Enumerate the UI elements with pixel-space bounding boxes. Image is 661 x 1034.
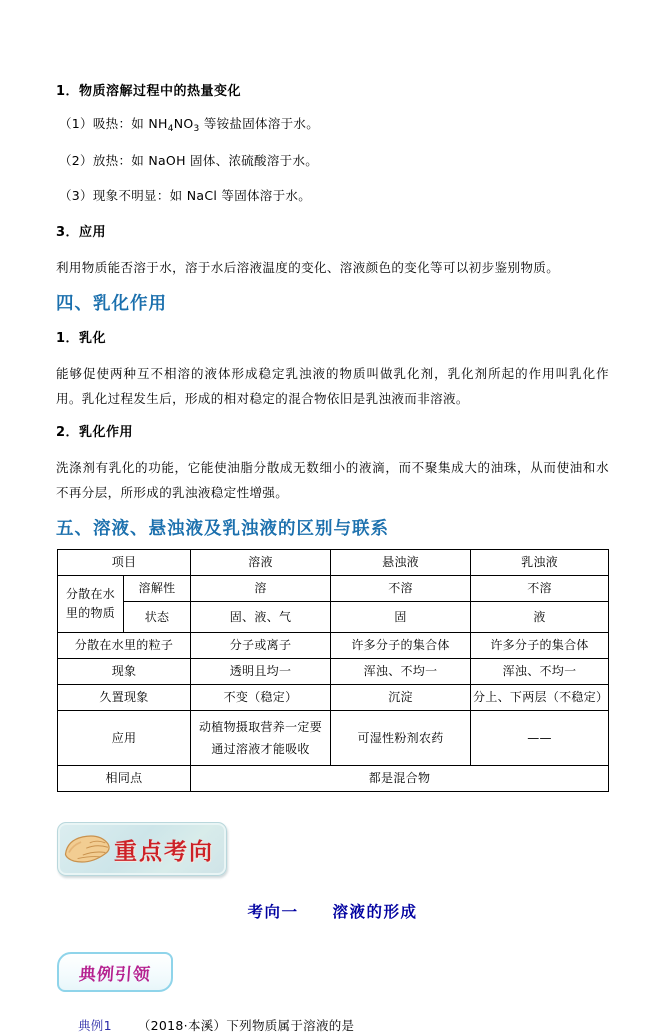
cell-state-suspension: 固 — [331, 602, 471, 633]
cell-solubility-label: 溶解性 — [124, 576, 191, 602]
focus-one-title — [56, 900, 609, 922]
heat-point-exothermic: （2）放热：如 NaOH 固体、浓硫酸溶于水。 — [59, 153, 319, 168]
table-row-common — [58, 766, 609, 792]
cell-state-emulsion: 液 — [471, 602, 609, 633]
formula-subscript: 3 — [193, 124, 200, 134]
emulsify-subtitle-1: 1．乳化 — [56, 331, 107, 346]
key-focus-banner — [57, 822, 227, 876]
formula-text: NO — [173, 116, 194, 131]
formula-subscript: 4 — [167, 124, 174, 134]
heat-point-endothermic — [56, 114, 609, 134]
cell-phenomenon-suspension: 浑浊、不均一 — [331, 659, 471, 685]
formula-text: 等铵盐固体溶于水。 — [199, 116, 320, 131]
table-header-row — [58, 550, 609, 576]
example-question-text: （2018·本溪）下列物质属于溶液的是 — [137, 1018, 355, 1033]
emulsify-text-1: 能够促使两种互不相溶的液体形成稳定乳浊液的物质叫做乳化剂，乳化剂所起的作用叫乳化作用。乳化过程发生后，形成的相对稳定的混合物依旧是乳浊液而非溶液。 — [56, 366, 609, 406]
cell-particles-emulsion: 许多分子的集合体 — [471, 633, 609, 659]
key-focus-banner-label: 重点考向 — [114, 838, 214, 865]
cell-solubility-solution: 溶 — [191, 576, 331, 602]
heat-point-no-change: （3）现象不明显：如 NaCl 等固体溶于水。 — [59, 188, 312, 203]
header-item: 项目 — [58, 550, 191, 576]
header-suspension: 悬浊液 — [331, 550, 471, 576]
cell-substance-label: 分散在水里的物质 — [58, 576, 124, 633]
cell-application-label: 应用 — [58, 711, 191, 766]
cell-phenomenon-emulsion: 浑浊、不均一 — [471, 659, 609, 685]
emulsify-text-2: 洗涤剂有乳化的功能，它能使油脂分散成无数细小的液滴，而不聚集成大的油珠，从而使油和水不再分层，所形成的乳浊液稳定性增强。 — [56, 460, 609, 500]
example-number-label: 典例1 — [78, 1018, 112, 1033]
table-row-state — [58, 602, 609, 633]
cell-particles-suspension: 许多分子的集合体 — [331, 633, 471, 659]
cell-application-solution: 动植物摄取营养一定要通过溶液才能吸收 — [191, 711, 331, 766]
cell-state-solution: 固、液、气 — [191, 602, 331, 633]
cell-state-label: 状态 — [124, 602, 191, 633]
focus-one-text: 溶液的形成 — [332, 903, 418, 921]
example-lead-badge-label: 典例引领 — [78, 964, 152, 985]
application-title: 3．应用 — [56, 225, 107, 240]
table-row-particles — [58, 633, 609, 659]
table-row-application — [58, 711, 609, 766]
cell-particles-label: 分散在水里的粒子 — [58, 633, 191, 659]
example-lead-badge — [57, 952, 173, 992]
section5-heading: 五、溶液、悬浊液及乳浊液的区别与联系 — [56, 519, 389, 539]
header-emulsion: 乳浊液 — [471, 550, 609, 576]
heat-change-title: 1．物质溶解过程中的热量变化 — [56, 84, 242, 99]
cell-particles-solution: 分子或离子 — [191, 633, 331, 659]
table-row-solubility — [58, 576, 609, 602]
cell-solubility-suspension: 不溶 — [331, 576, 471, 602]
focus-one-prefix: 考向一 — [247, 903, 299, 921]
cell-application-suspension: 可湿性粉剂农药 — [331, 711, 471, 766]
cell-standing-emulsion: 分上、下两层（不稳定） — [471, 685, 609, 711]
cell-standing-suspension: 沉淀 — [331, 685, 471, 711]
formula-text: （1）吸热：如 NH — [59, 116, 168, 131]
table-row-phenomenon — [58, 659, 609, 685]
cell-common-label: 相同点 — [58, 766, 191, 792]
comparison-table — [57, 549, 609, 792]
header-solution: 溶液 — [191, 550, 331, 576]
example-question-line — [78, 1016, 609, 1034]
table-row-standing — [58, 685, 609, 711]
cell-phenomenon-label: 现象 — [58, 659, 191, 685]
cell-application-emulsion: —— — [471, 711, 609, 766]
cell-phenomenon-solution: 透明且均一 — [191, 659, 331, 685]
section4-heading: 四、乳化作用 — [56, 294, 167, 314]
cell-standing-solution: 不变（稳定） — [191, 685, 331, 711]
application-text: 利用物质能否溶于水，溶于水后溶液温度的变化、溶液颜色的变化等可以初步鉴别物质。 — [56, 260, 560, 275]
shell-icon — [62, 829, 114, 869]
cell-standing-label: 久置现象 — [58, 685, 191, 711]
emulsify-subtitle-2: 2．乳化作用 — [56, 425, 134, 440]
cell-common-value: 都是混合物 — [191, 766, 609, 792]
cell-solubility-emulsion: 不溶 — [471, 576, 609, 602]
